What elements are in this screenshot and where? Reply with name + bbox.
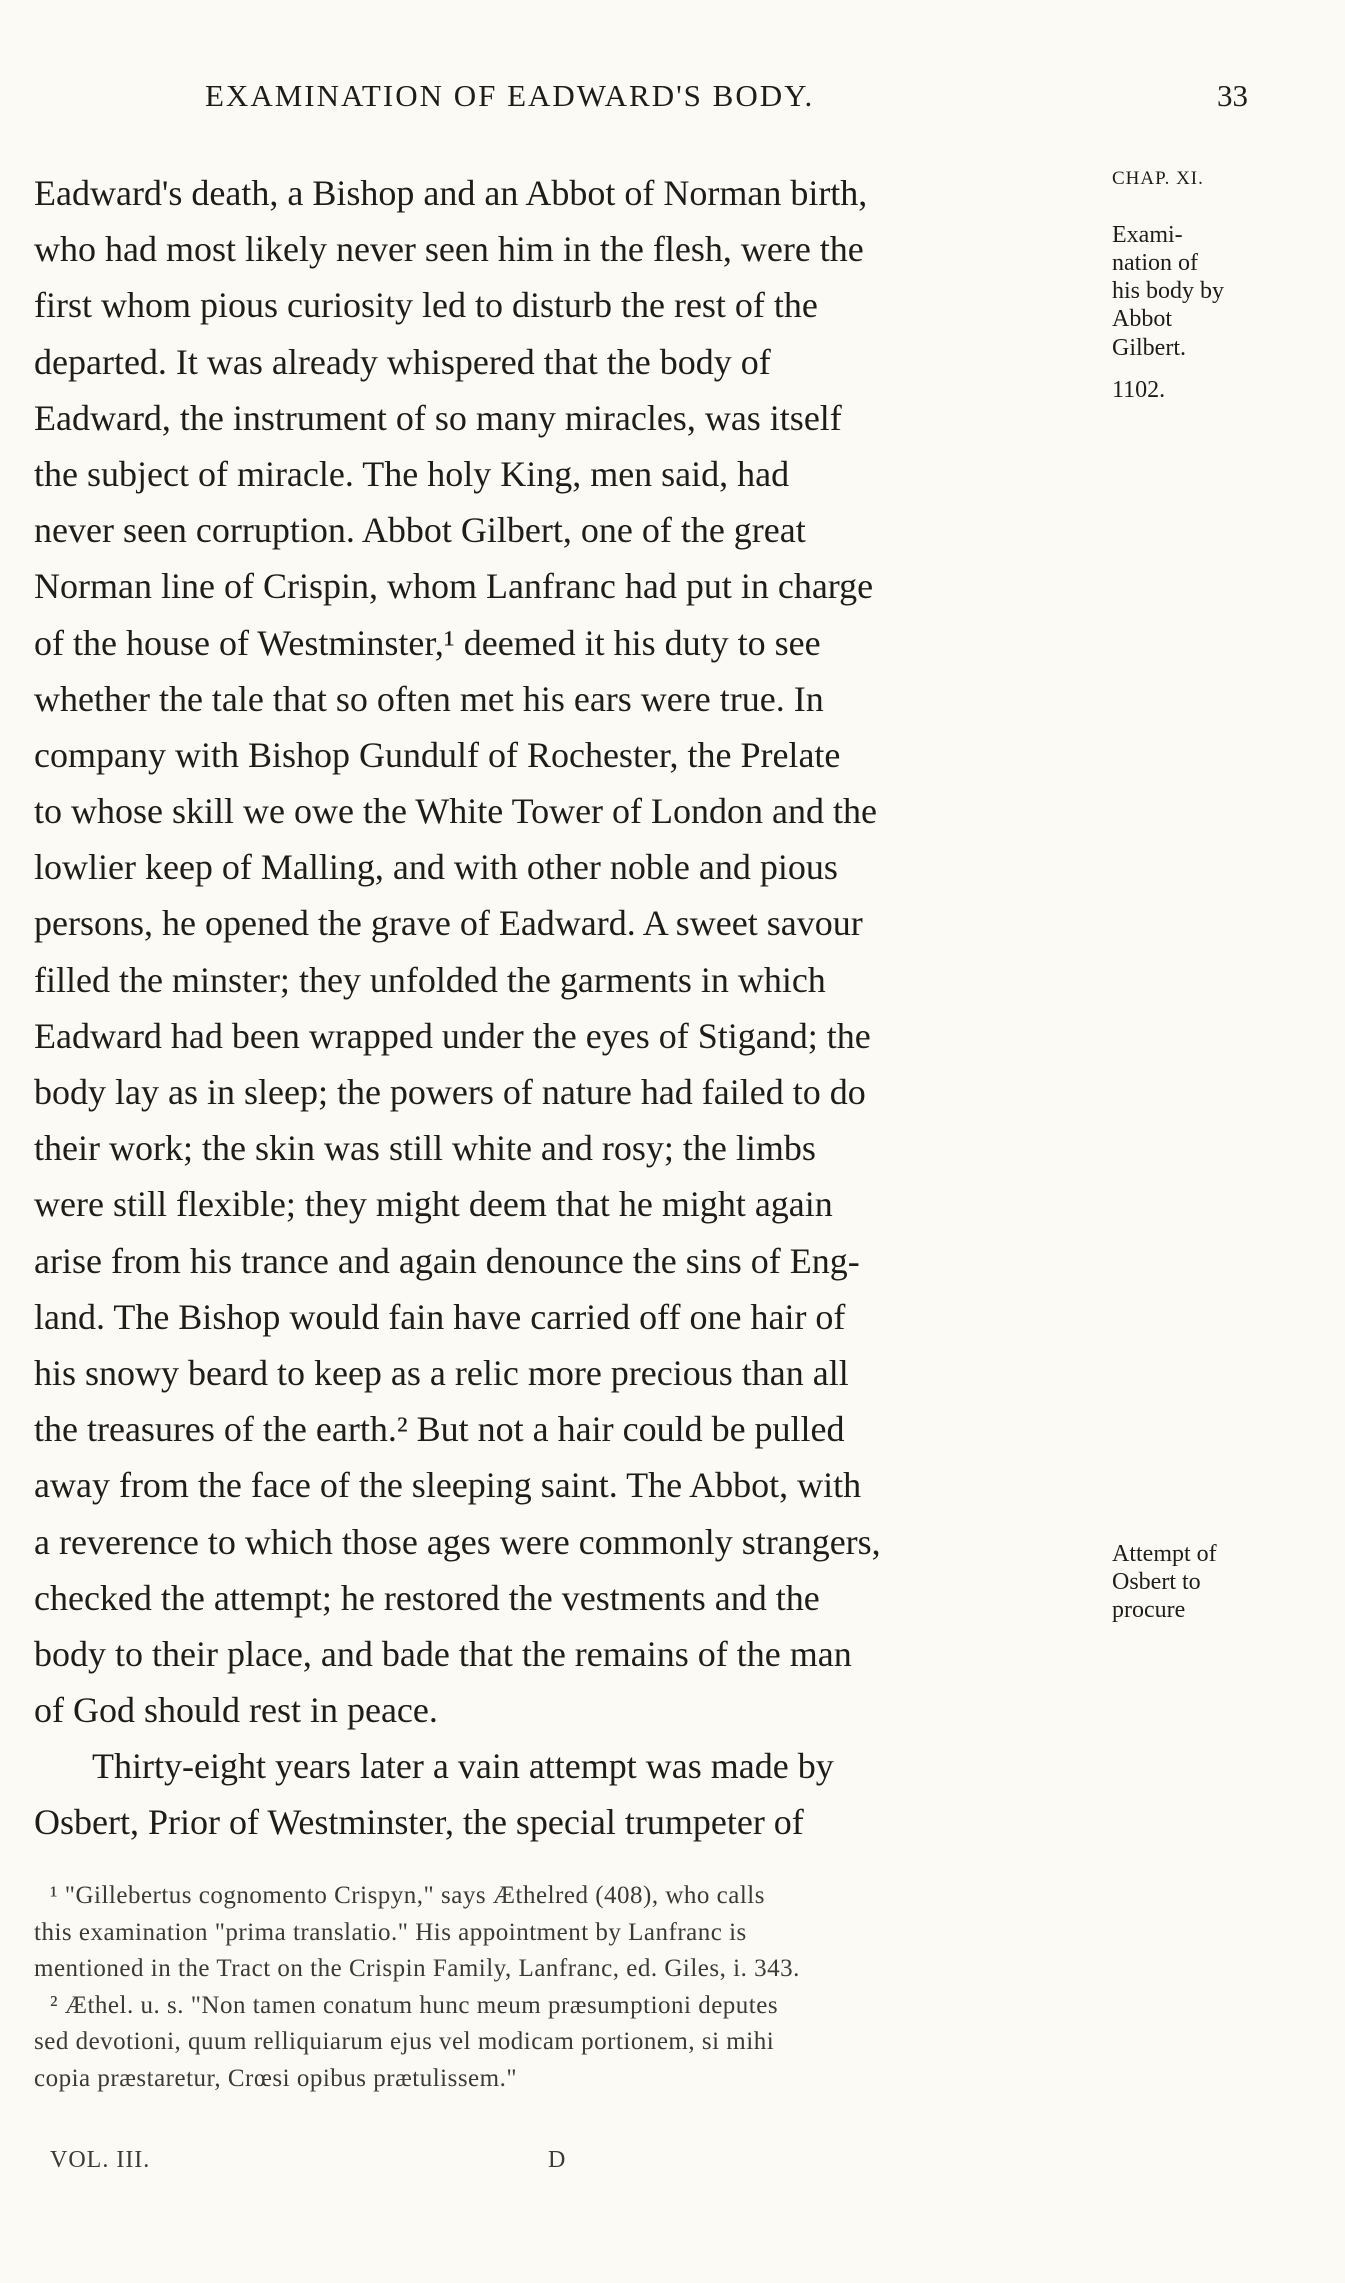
margin-note-line: Osbert to [1112, 1568, 1201, 1595]
page-number: 33 [1217, 78, 1248, 113]
margin-notes [1112, 165, 1332, 1624]
text-line: persons, he opened the grave of Eadward. A sweet savour [34, 903, 863, 944]
text-line: were still flexible; they might deem that he might again [34, 1184, 833, 1225]
main-text [34, 165, 1094, 1851]
text-line: his snowy beard to keep as a relic more precious than all [34, 1352, 849, 1393]
footnote-line: mentioned in the Tract on the Crispin Family, Lanfranc, ed. Giles, i. 343. [34, 1955, 800, 1982]
text-line: Thirty-eight years later a vain attempt was made by [92, 1746, 834, 1787]
text-line: arise from his trance and again denounce the sins of Eng- [34, 1240, 860, 1281]
text-line: filled the minster; they unfolded the garments in which [34, 959, 826, 1000]
text-line: body lay as in sleep; the powers of nature had failed to do [34, 1072, 866, 1112]
margin-note-line: Gilbert. [1112, 334, 1186, 361]
text-line: departed. It was already whispered that the body of [34, 341, 771, 382]
margin-note-line: Attempt of [1112, 1540, 1217, 1567]
text-line: a reverence to which those ages were commonly strangers, [34, 1521, 881, 1562]
margin-note-line: procure [1112, 1596, 1186, 1623]
volume-label: VOL. III. [50, 2147, 151, 2173]
year-marker: 1102. [1112, 376, 1166, 403]
text-line: away from the face of the sleeping saint. The Abbot, with [34, 1465, 862, 1506]
text-line: checked the attempt; he restored the vestments and the [34, 1577, 820, 1618]
chapter-marker: CHAP. XI. [1112, 168, 1204, 189]
footnote-line: sed devotioni, quum relliquiarum ejus vel modicam portionem, si mihi [34, 2028, 775, 2055]
margin-note-line: Abbot [1112, 306, 1172, 333]
text-line: land. The Bishop would fain have carried off one hair of [34, 1296, 846, 1337]
margin-note-line: nation of [1112, 250, 1198, 277]
text-line: of God should rest in peace. [34, 1690, 438, 1731]
text-line: their work; the skin was still white and rosy; the limbs [34, 1128, 816, 1169]
running-head [0, 78, 1345, 118]
text-line: Eadward's death, a Bishop and an Abbot of Norman birth, [34, 173, 868, 213]
footnote-line: copia præstaretur, Crœsi opibus prætulissem." [34, 2064, 518, 2092]
text-line: whether the tale that so often met his ears were true. In [34, 678, 824, 719]
text-line: Osbert, Prior of Westminster, the special trumpeter of [34, 1802, 804, 1843]
text-line: first whom pious curiosity led to disturb the rest of the [34, 285, 818, 326]
text-line: of the house of Westminster,¹ deemed it his duty to see [34, 622, 821, 663]
text-line: lowlier keep of Malling, and with other noble and pious [34, 847, 838, 888]
text-line: Eadward had been wrapped under the eyes of Stigand; the [34, 1015, 871, 1056]
text-line: Norman line of Crispin, whom Lanfranc had put in charge [34, 566, 874, 607]
text-line: who had most likely never seen him in the flesh, were the [34, 229, 864, 270]
margin-note-line: Exami- [1112, 222, 1183, 249]
text-line: body to their place, and bade that the remains of the man [34, 1633, 852, 1674]
signature-mark: D [548, 2147, 566, 2173]
margin-note-line: his body by [1112, 278, 1225, 305]
running-title: EXAMINATION OF EADWARD'S BODY. [205, 78, 815, 113]
footnote-line: ² Æthel. u. s. "Non tamen conatum hunc meum præsumptioni deputes [50, 1991, 779, 2019]
text-line: the treasures of the earth.² But not a hair could be pulled [34, 1409, 845, 1450]
footnotes [34, 1878, 1264, 2097]
signature-line [0, 2147, 1345, 2181]
footnote-line: ¹ "Gillebertus cognomento Crispyn," says Æthelred (408), who calls [50, 1882, 765, 1909]
text-line: company with Bishop Gundulf of Rochester, the Prelate [34, 734, 841, 775]
footnote-line: this examination "prima translatio." His appointment by Lanfranc is [34, 1918, 747, 1946]
text-line: never seen corruption. Abbot Gilbert, one of the great [34, 510, 806, 551]
text-line: to whose skill we owe the White Tower of London and the [34, 791, 877, 832]
text-line: Eadward, the instrument of so many miracles, was itself [34, 397, 842, 438]
text-line: the subject of miracle. The holy King, men said, had [34, 453, 790, 494]
